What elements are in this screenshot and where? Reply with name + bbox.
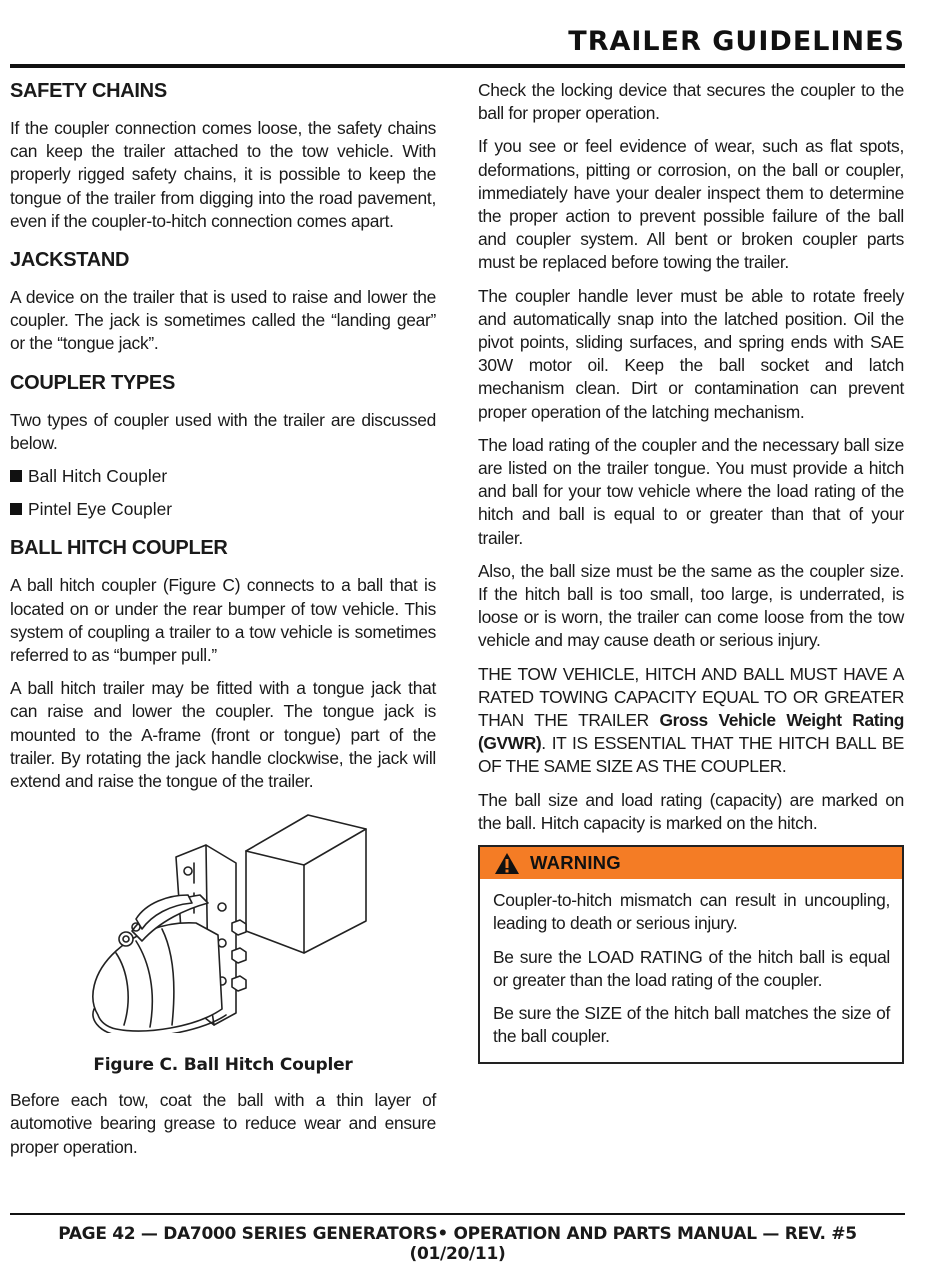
ball-hitch-coupler-illustration: [76, 803, 376, 1033]
warning-header: [480, 847, 902, 879]
handle-lever-text: The coupler handle lever must be able to rotate freely and automatically snap into the latched position. Oil the pivot points, sliding surfaces, and spring ends with SAE 30W motor oil. Keep the ball socket and latch mechanism clean. Dirt or contamination can prevent proper operation of the latching mechanism.: [478, 285, 904, 422]
warning-line-1: Coupler-to-hitch mismatch can result in uncoupling, leading to death or serious injury.: [493, 890, 890, 934]
page-footer: PAGE 42 — DA7000 SERIES GENERATORS• OPERATION AND PARTS MANUAL — REV. #5 (01/20/11): [58, 1224, 857, 1264]
coupler-types-text: Two types of coupler used with the trailer are discussed below.: [10, 409, 436, 453]
figure-caption: Figure C. Ball Hitch Coupler: [93, 1055, 353, 1076]
jackstand-text: A device on the trailer that is used to raise and lower the coupler. The jack is sometimes called the “landing gear” or the “tongue jack”.: [10, 287, 436, 354]
ball-hitch-text-2: A ball hitch trailer may be fitted with a tongue jack that can raise and lower the coupler. The tongue jack is mounted to the A-frame (front or tongue) part of the trailer. By rotating the jack handle clockwise, the jack will extend and raise the tongue of the trailer.: [10, 678, 436, 792]
ball-size-text: Also, the ball size must be the same as the coupler size. If the hitch ball is too small, too large, is underrated, is loose or is worn, the trailer can come loose from the tow vehicle and may cause death or serious injury.: [478, 560, 904, 651]
before-tow-text: Before each tow, coat the ball with a thin layer of automotive bearing grease to reduce wear and ensure proper operation.: [10, 1090, 436, 1157]
warning-box: [478, 845, 904, 1064]
list-item: Pintel Eye Coupler: [10, 498, 436, 521]
left-column: [10, 78, 436, 1169]
page-title: TRAILER GUIDELINES: [568, 26, 905, 57]
warning-label: WARNING: [530, 852, 621, 874]
capacity-notice: THE TOW VEHICLE, HITCH AND BALL MUST HAVE A RATED TOWING CAPACITY EQUAL TO OR GREATER THAN THE TRAILER Gross Vehicle Weight Rating (GVWR). IT IS ESSENTIAL THAT THE HITCH BALL BE OF THE SAME SIZE AS THE COUPLER.: [478, 663, 904, 777]
jackstand-heading: JACKSTAND: [10, 249, 130, 272]
list-item: Ball Hitch Coupler: [10, 465, 436, 488]
bullet-square-icon: [10, 503, 22, 515]
wear-evidence-text: If you see or feel evidence of wear, such as flat spots, deformations, pitting or corrosion, on the ball or coupler, immediately have your dealer inspect them to determine the proper action to prevent possible failure of the ball and coupler system. All bent or broken coupler parts must be replaced before towing the trailer.: [478, 136, 904, 273]
safety-chains-text: If the coupler connection comes loose, the safety chains can keep the trailer attached to the tow vehicle. With properly rigged safety chains, it is possible to keep the tongue of the trailer from digging into the road pavement, even if the coupler-to-hitch connection comes apart.: [10, 118, 436, 231]
warning-line-3: Be sure the SIZE of the hitch ball matches the size of the ball coupler.: [493, 1002, 890, 1047]
locking-device-text: Check the locking device that secures the coupler to the ball for proper operation.: [478, 80, 904, 124]
bullet-square-icon: [10, 470, 22, 482]
ball-hitch-text-1: A ball hitch coupler (Figure C) connects to a ball that is located on or under the rear bumper of tow vehicle. This system of coupling a trailer to a tow vehicle is sometimes referred to as “bumper pull.”: [10, 575, 436, 666]
warning-line-2: Be sure the LOAD RATING of the hitch ball is equal or greater than the load rating of the coupler.: [493, 946, 890, 990]
warning-triangle-icon: [494, 852, 520, 875]
markings-text: The ball size and load rating (capacity) are marked on the ball. Hitch capacity is marked on the hitch.: [478, 789, 904, 833]
footer-divider: [10, 1213, 905, 1215]
ball-hitch-heading: BALL HITCH COUPLER: [10, 537, 228, 560]
coupler-types-heading: COUPLER TYPES: [10, 371, 176, 394]
load-rating-text: The load rating of the coupler and the necessary ball size are listed on the trailer tongue. You must provide a hitch and ball for your tow vehicle where the load rating of the hitch and ball is equal to or greater than that of your trailer.: [478, 434, 904, 548]
gvwr-term: Gross Vehicle Weight Rating (GVWR): [478, 710, 904, 754]
header-divider: [10, 64, 905, 68]
right-column: [478, 79, 904, 1064]
safety-chains-heading: SAFETY CHAINS: [10, 80, 167, 102]
figure-c: [10, 803, 436, 1051]
warning-body: [480, 879, 902, 1062]
